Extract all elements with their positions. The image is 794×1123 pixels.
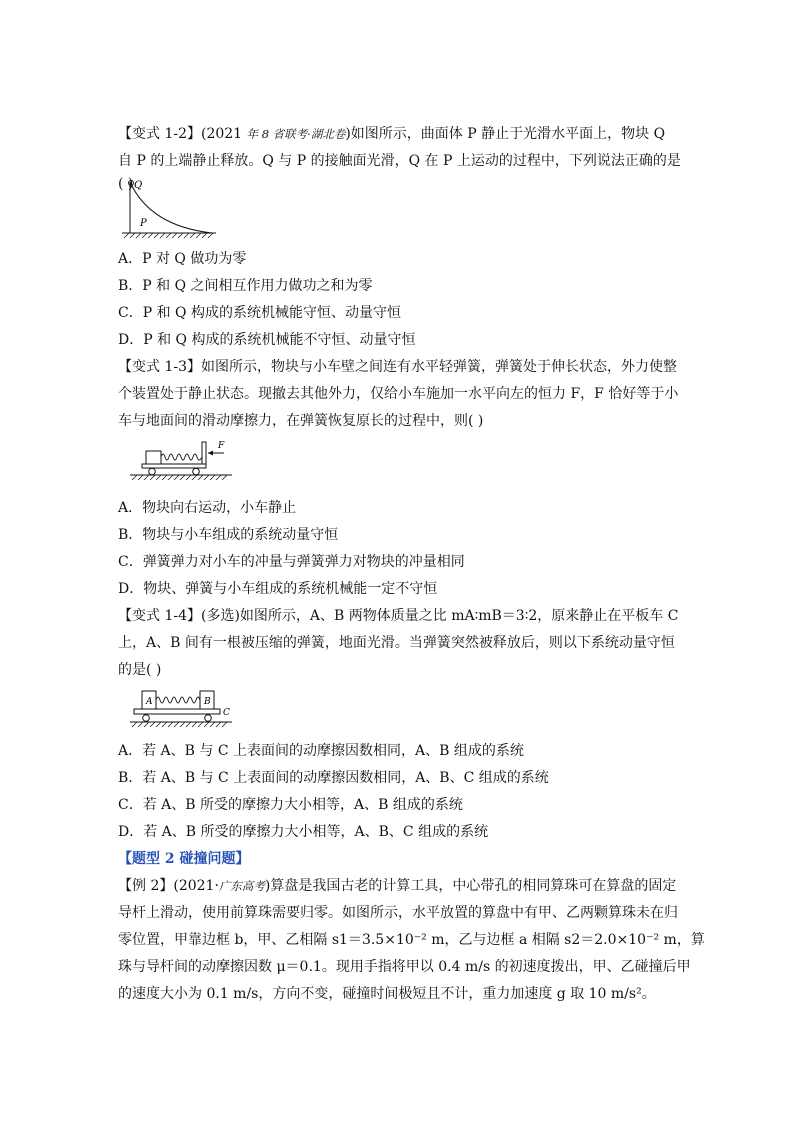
cart-c-wheel-right (205, 715, 212, 722)
ex2-source-open: (2021· (173, 878, 219, 894)
q12-figure (120, 178, 220, 240)
q13-option-d: D．物块、弹簧与小车组成的系统机械能一定不守恒 (118, 581, 438, 597)
cart-wall (202, 442, 206, 464)
q13-option-a: A．物块向右运动，小车静止 (118, 500, 297, 516)
q14-option-b: B．若 A、B 与 C 上表面间的动摩擦因数相同，A、B、C 组成的系统 (118, 770, 549, 786)
cart-wheel-right (193, 468, 200, 475)
cart-c-wheel-left (143, 715, 150, 722)
q14-option-a: A．若 A、B 与 C 上表面间的动摩擦因数相同，A、B 组成的系统 (118, 743, 524, 759)
q13-figure (128, 436, 238, 486)
spring (161, 454, 202, 460)
cart-c-deck (134, 709, 220, 714)
arrow-head (208, 451, 213, 456)
ex2-source: 广东高考 (218, 879, 265, 893)
q12-line-1 (118, 124, 678, 144)
q14-option-d: D．若 A、B 所受的摩擦力大小相等，A、B、C 组成的系统 (118, 824, 489, 840)
label-q: Q (134, 180, 143, 191)
q13-line-3: 车与地面间的滑动摩擦力，在弹簧恢复原长的过程中，则( ) (118, 413, 484, 429)
q13-option-b: B．物块与小车组成的系统动量守恒 (118, 527, 339, 543)
q13-option-c: C．弹簧弹力对小车的冲量与弹簧弹力对物块的冲量相同 (118, 554, 465, 570)
q12-option-d: D．P 和 Q 构成的系统机械能不守恒、动量守恒 (118, 332, 416, 348)
q14-figure (128, 685, 240, 733)
q12-line-2: 自 P 的上端静止释放。Q 与 P 的接触面光滑，Q 在 P 上运动的过程中，下列说法正确的是 (118, 153, 681, 169)
q12-option-c: C．P 和 Q 构成的系统机械能守恒、动量守恒 (118, 305, 401, 321)
q12-line-1-text: )如图所示，曲面体 P 静止于光滑水平面上，物块 Q (345, 126, 666, 142)
q13-line-1: 【变式 1-3】如图所示，物块与小车壁之间连有水平轻弹簧，弹簧处于伸长状态，外力使整 (118, 359, 677, 375)
topic-2-heading: 【题型 2 碰撞问题】 (118, 851, 250, 867)
q14-option-c: C．若 A、B 所受的摩擦力大小相等，A、B 组成的系统 (118, 797, 463, 813)
ground-hatch (132, 475, 227, 480)
spring (156, 697, 200, 703)
ex2-label: 【例 2】 (118, 878, 174, 894)
cart-wheel-left (149, 468, 156, 475)
q12-label: 【变式 1-2】 (118, 126, 201, 142)
q13-line-2: 个装置处于静止状态。现撤去其他外力，仅给小车施加一水平向左的恒力 F，F 恰好等于小 (118, 386, 679, 402)
ex2-line-4: 珠与导杆间的动摩擦因数 μ＝0.1。现用手指将甲以 0.4 m/s 的初速度拨出，甲、乙碰撞后甲 (118, 959, 691, 975)
label-a: A (146, 697, 153, 707)
q12-option-b: B．P 和 Q 之间相互作用力做功之和为零 (118, 278, 373, 294)
q14-line-1: 【变式 1-4】(多选)如图所示，A、B 两物体质量之比 mA∶mB＝3∶2，原来静止在平板车 C (118, 608, 679, 624)
q12-option-a: A．P 对 Q 做功为零 (118, 251, 247, 267)
cart-deck (142, 464, 206, 468)
label-p: P (140, 218, 147, 229)
ground-hatch (132, 722, 227, 727)
ex2-line-5: 的速度大小为 0.1 m/s，方向不变，碰撞时间极短且不计，重力加速度 g 取 10 m/s²。 (118, 986, 656, 1002)
ex2-line-2: 导杆上滑动，使用前算珠需要归零。如图所示，水平放置的算盘中有甲、乙两颗算珠未在归 (118, 905, 678, 921)
label-f: F (218, 441, 225, 451)
q12-line-3: ( ) (118, 176, 134, 192)
q12-source-open: (2021 (201, 126, 247, 142)
label-b: B (204, 697, 211, 707)
block (146, 451, 161, 464)
q14-line-2: 上，A、B 间有一根被压缩的弹簧，地面光滑。当弹簧突然被释放后，则以下系统动量守恒 (118, 635, 675, 651)
ex2-line-1 (118, 876, 678, 896)
ex2-line-3: 零位置，甲靠边框 b，甲、乙相隔 s1＝3.5×10⁻² m，乙与边框 a 相隔 s2＝2.0×10⁻² m，算 (118, 932, 705, 948)
q12-source: 年 8 省联考·湖北卷 (246, 127, 346, 141)
ex2-line-1-text: )算盘是我国古老的计算工具，中心带孔的相同算珠可在算盘的固定 (264, 878, 677, 894)
label-c: C (223, 708, 230, 718)
q14-line-3: 的是( ) (118, 662, 162, 678)
ground-hatch (124, 233, 213, 238)
